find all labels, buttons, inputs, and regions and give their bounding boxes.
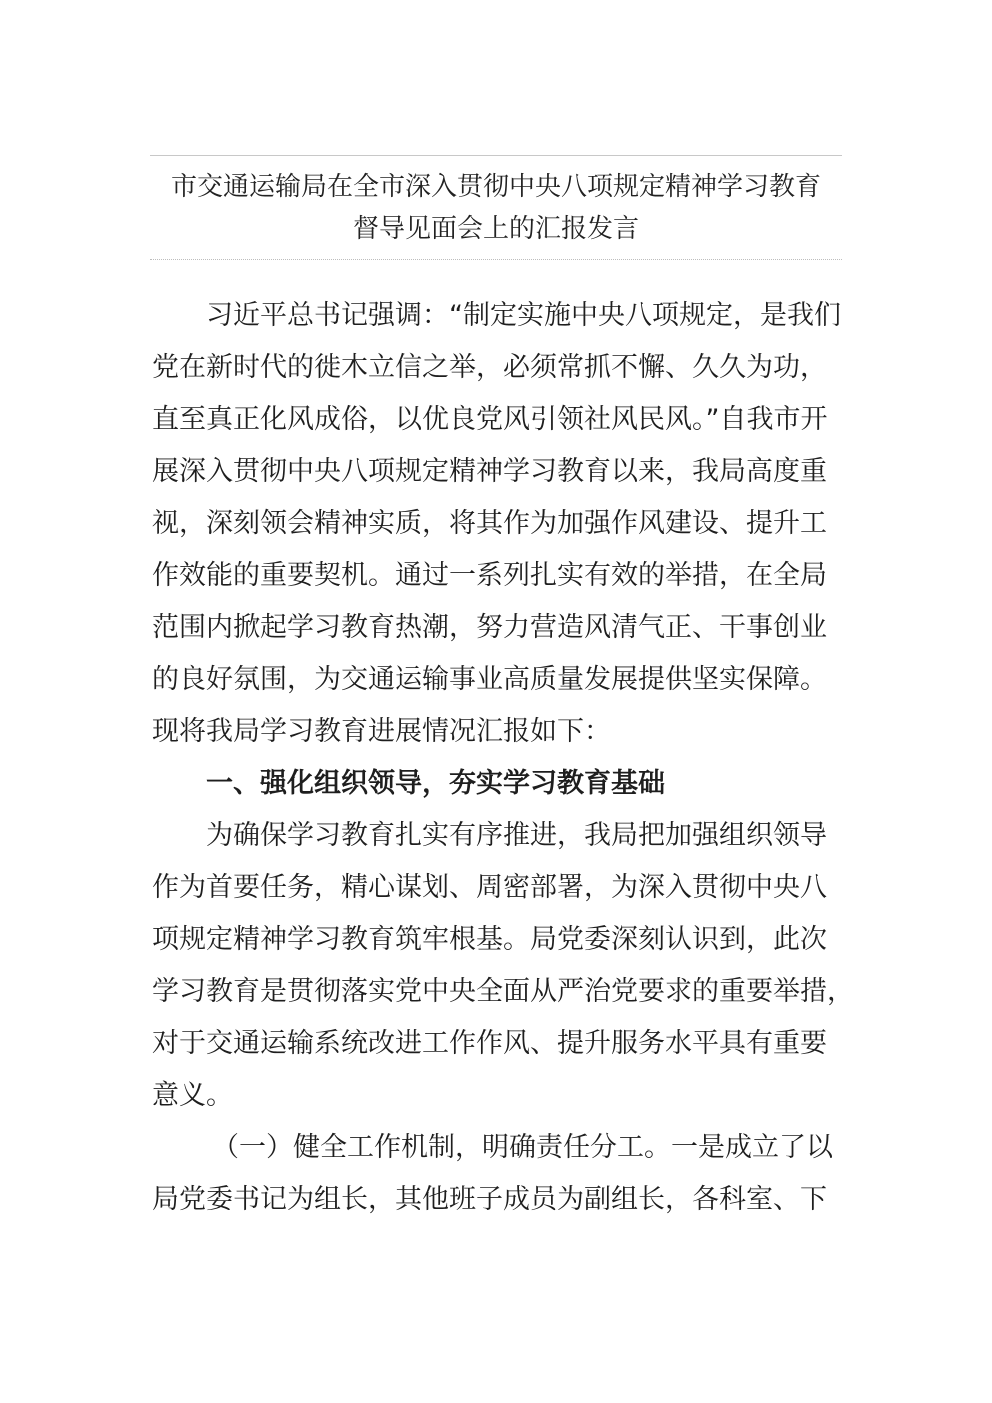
paragraph-line: 作为首要任务，精心谋划、周密部署，为深入贯彻中央八 — [152, 872, 827, 903]
paragraph-line: 范围内掀起学习教育热潮，努力营造风清气正、干事创业 — [152, 612, 827, 643]
paragraph-line: 学习教育是贯彻落实党中央全面从严治党要求的重要举措， — [152, 976, 854, 1007]
paragraph-line: 直至真正化风成俗，以优良党风引领社风民风。”自我市开 — [152, 404, 828, 435]
paragraph-line: 视，深刻领会精神实质，将其作为加强作风建设、提升工 — [152, 508, 827, 539]
paragraph-line: 项规定精神学习教育筑牢根基。局党委深刻认识到，此次 — [152, 924, 827, 955]
paragraph-line: 的良好氛围，为交通运输事业高质量发展提供坚实保障。 — [152, 664, 827, 695]
paragraph-line: 局党委书记为组长，其他班子成员为副组长，各科室、下 — [152, 1184, 827, 1215]
paragraph-line: 党在新时代的徙木立信之举，必须常抓不懈、久久为功， — [152, 352, 827, 383]
title-line-1: 市交通运输局在全市深入贯彻中央八项规定精神学习教育 — [170, 172, 821, 202]
paragraph-line: 作效能的重要契机。通过一系列扎实有效的举措，在全局 — [152, 560, 827, 591]
paragraph-line: 为确保学习教育扎实有序推进，我局把加强组织领导 — [206, 820, 827, 851]
subsection-line: （一）健全工作机制，明确责任分工。一是成立了以 — [212, 1132, 833, 1163]
document-title — [150, 166, 842, 250]
section-heading: 一、强化组织领导，夯实学习教育基础 — [206, 768, 665, 799]
paragraph-line: 现将我局学习教育进展情况汇报如下： — [152, 716, 611, 747]
paragraph-line: 意义。 — [152, 1080, 233, 1111]
title-line-2: 督导见面会上的汇报发言 — [352, 214, 639, 244]
document-body — [152, 290, 854, 1226]
paragraph-line: 展深入贯彻中央八项规定精神学习教育以来，我局高度重 — [152, 456, 827, 487]
title-divider — [150, 259, 842, 260]
top-divider — [150, 155, 842, 156]
paragraph-line: 对于交通运输系统改进工作作风、提升服务水平具有重要 — [152, 1028, 827, 1059]
paragraph-line: 习近平总书记强调：“制定实施中央八项规定，是我们 — [206, 300, 841, 331]
